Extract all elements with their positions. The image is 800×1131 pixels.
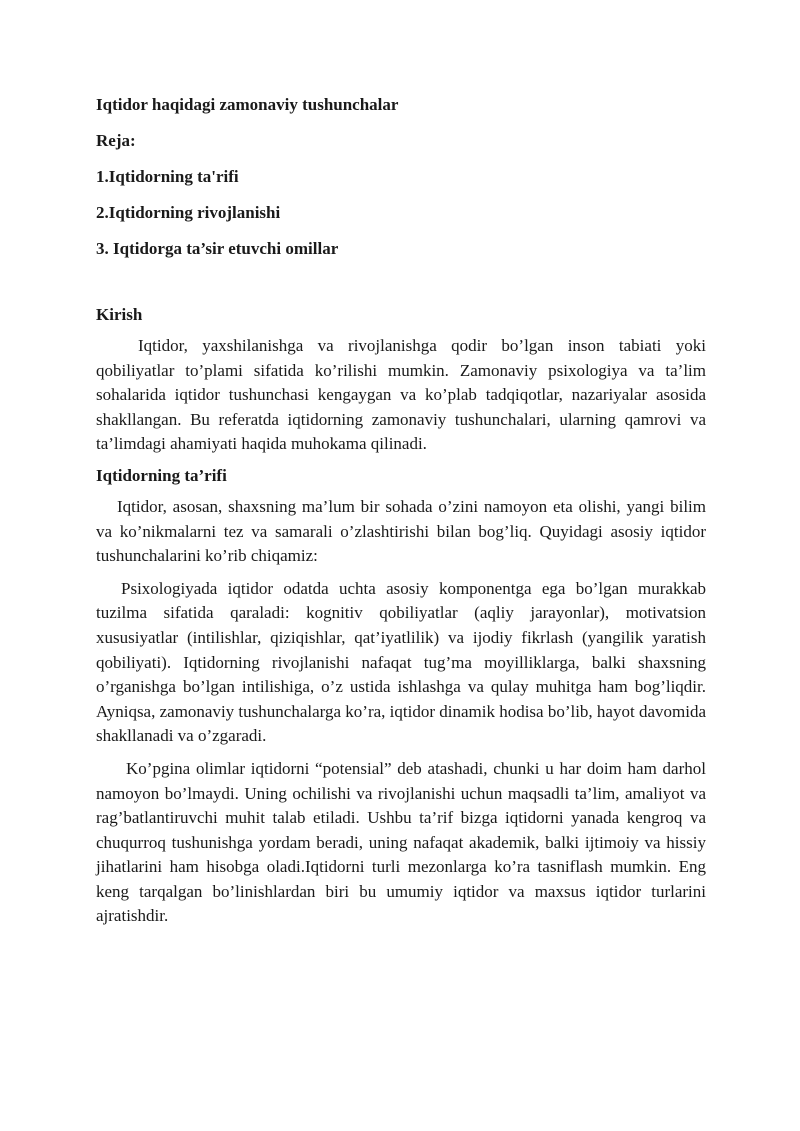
definition-paragraph-1: Iqtidor, asosan, shaxsning ma’lum bir sohada o’zini namoyon eta olishi, yangi bilim va ko’nikmalarni tez va samarali o’zlashtirishi bilan bog’liq. Quyidagi asosiy iqtidor tushunchalarini ko’rib chiqamiz: xyxy=(96,496,706,566)
section-spacer xyxy=(96,274,706,304)
plan-item-1: 1.Iqtidorning ta'rifi xyxy=(96,167,239,186)
intro-heading: Kirish xyxy=(96,305,143,324)
definition-paragraph-3: Ko’pgina olimlar iqtidorni “potensial” deb atashadi, chunki u har doim ham darhol namoyon bo’lmaydi. Uning ochilishi va rivojlanishi uchun maqsadli ta’lim, amaliyot va rag’batlantiruvchi muhit talab etiladi. Ushbu ta’rif bizga iqtidorni yanada kengroq va chuqurroq tushunishga yordam beradi, uning nafaqat akademik, balki ijtimoiy va hissiy jihatlarini ham hisobga oladi.Iqtidorni turli mezonlarga ko’ra tasniflash mumkin. Eng keng tarqalgan bo’linishlardan biri bu umumiy iqtidor va maxsus iqtidor turlarini ajratishdir. xyxy=(96,758,706,926)
plan-item-2: 2.Iqtidorning rivojlanishi xyxy=(96,203,281,222)
document-title: Iqtidor haqidagi zamonaviy tushunchalar xyxy=(96,95,399,114)
plan-label: Reja: xyxy=(96,131,136,150)
intro-paragraph: Iqtidor, yaxshilanishga va rivojlanishga qodir bo’lgan inson tabiati yoki qobiliyatlar to’plami sifatida ko’rilishi mumkin. Zamonaviy psixologiya va ta’lim sohalarida iqtidor tushunchasi kengaygan va ko’plab tadqiqotlar, nazariyalar asosida shakllangan. Bu referatda iqtidorning zamonaviy tushunchalari, ularning qamrovi va ta’limdagi ahamiyati haqida muhokama qilinadi. xyxy=(96,336,706,454)
definition-paragraph-2: Psixologiyada iqtidor odatda uchta asosiy komponentga ega bo’lgan murakkab tuzilma sifatida qaraladi: kognitiv qobiliyatlar (aqliy jarayonlar), motivatsion xususiyatlar (intilishlar, qiziqishlar, qat’iyatlilik) va ijodiy fikrlash (yangilik yaratish qobiliyati). Iqtidorning rivojlanishi nafaqat tug’ma moyilliklarga, balki shaxsning o’rganishga bo’lgan intilishiga, o’z ustida ishlashga va qulay muhitga ham bog’liqdir. Ayniqsa, zamonaviy tushunchalarga ko’ra, iqtidor dinamik hodisa bo’lib, hayot davomida shakllanadi va o’zgaradi. xyxy=(96,578,706,746)
plan-item-3: 3. Iqtidorga ta’sir etuvchi omillar xyxy=(96,239,339,258)
definition-heading: Iqtidorning ta’rifi xyxy=(96,465,227,485)
document-page xyxy=(96,94,706,937)
